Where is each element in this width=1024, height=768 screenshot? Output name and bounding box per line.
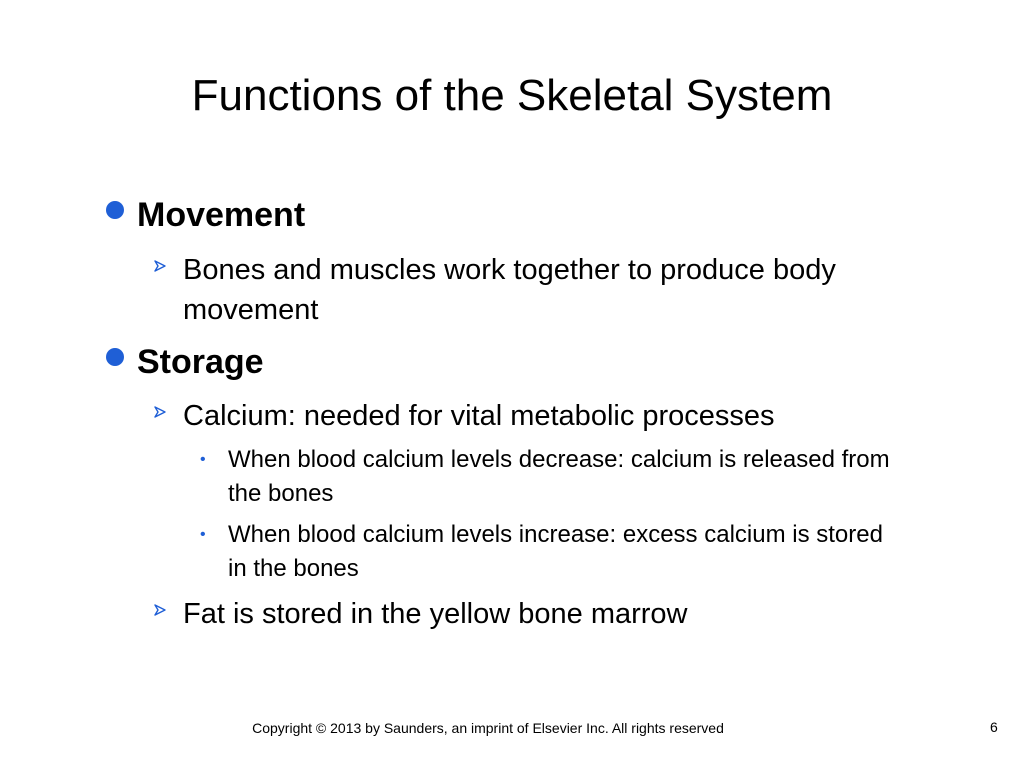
page-number: 6: [990, 719, 998, 735]
bullet-heading-movement: Movement: [137, 196, 306, 234]
bullet-heading-storage: Storage: [137, 343, 264, 381]
filled-circle-icon: [106, 348, 124, 366]
detail-text: When blood calcium levels decrease: calcium is released from the bones: [228, 446, 890, 507]
small-dot-icon: •: [200, 526, 206, 543]
arrowhead-icon: [153, 603, 167, 617]
filled-circle-icon: [106, 201, 124, 219]
arrowhead-icon: [153, 259, 167, 273]
subbullet-text: Fat is stored in the yellow bone marrow: [183, 598, 688, 630]
small-dot-icon: •: [200, 451, 206, 468]
subbullet-text: Calcium: needed for vital metabolic processes: [183, 400, 775, 432]
subbullet-text: Bones and muscles work together to produce body movement: [183, 254, 836, 326]
footer-copyright: Copyright © 2013 by Saunders, an imprint of Elsevier Inc. All rights reserved: [252, 720, 724, 736]
arrowhead-icon: [153, 405, 167, 419]
detail-text: When blood calcium levels increase: excess calcium is stored in the bones: [228, 521, 883, 582]
slide-title: Functions of the Skeletal System: [191, 71, 833, 120]
